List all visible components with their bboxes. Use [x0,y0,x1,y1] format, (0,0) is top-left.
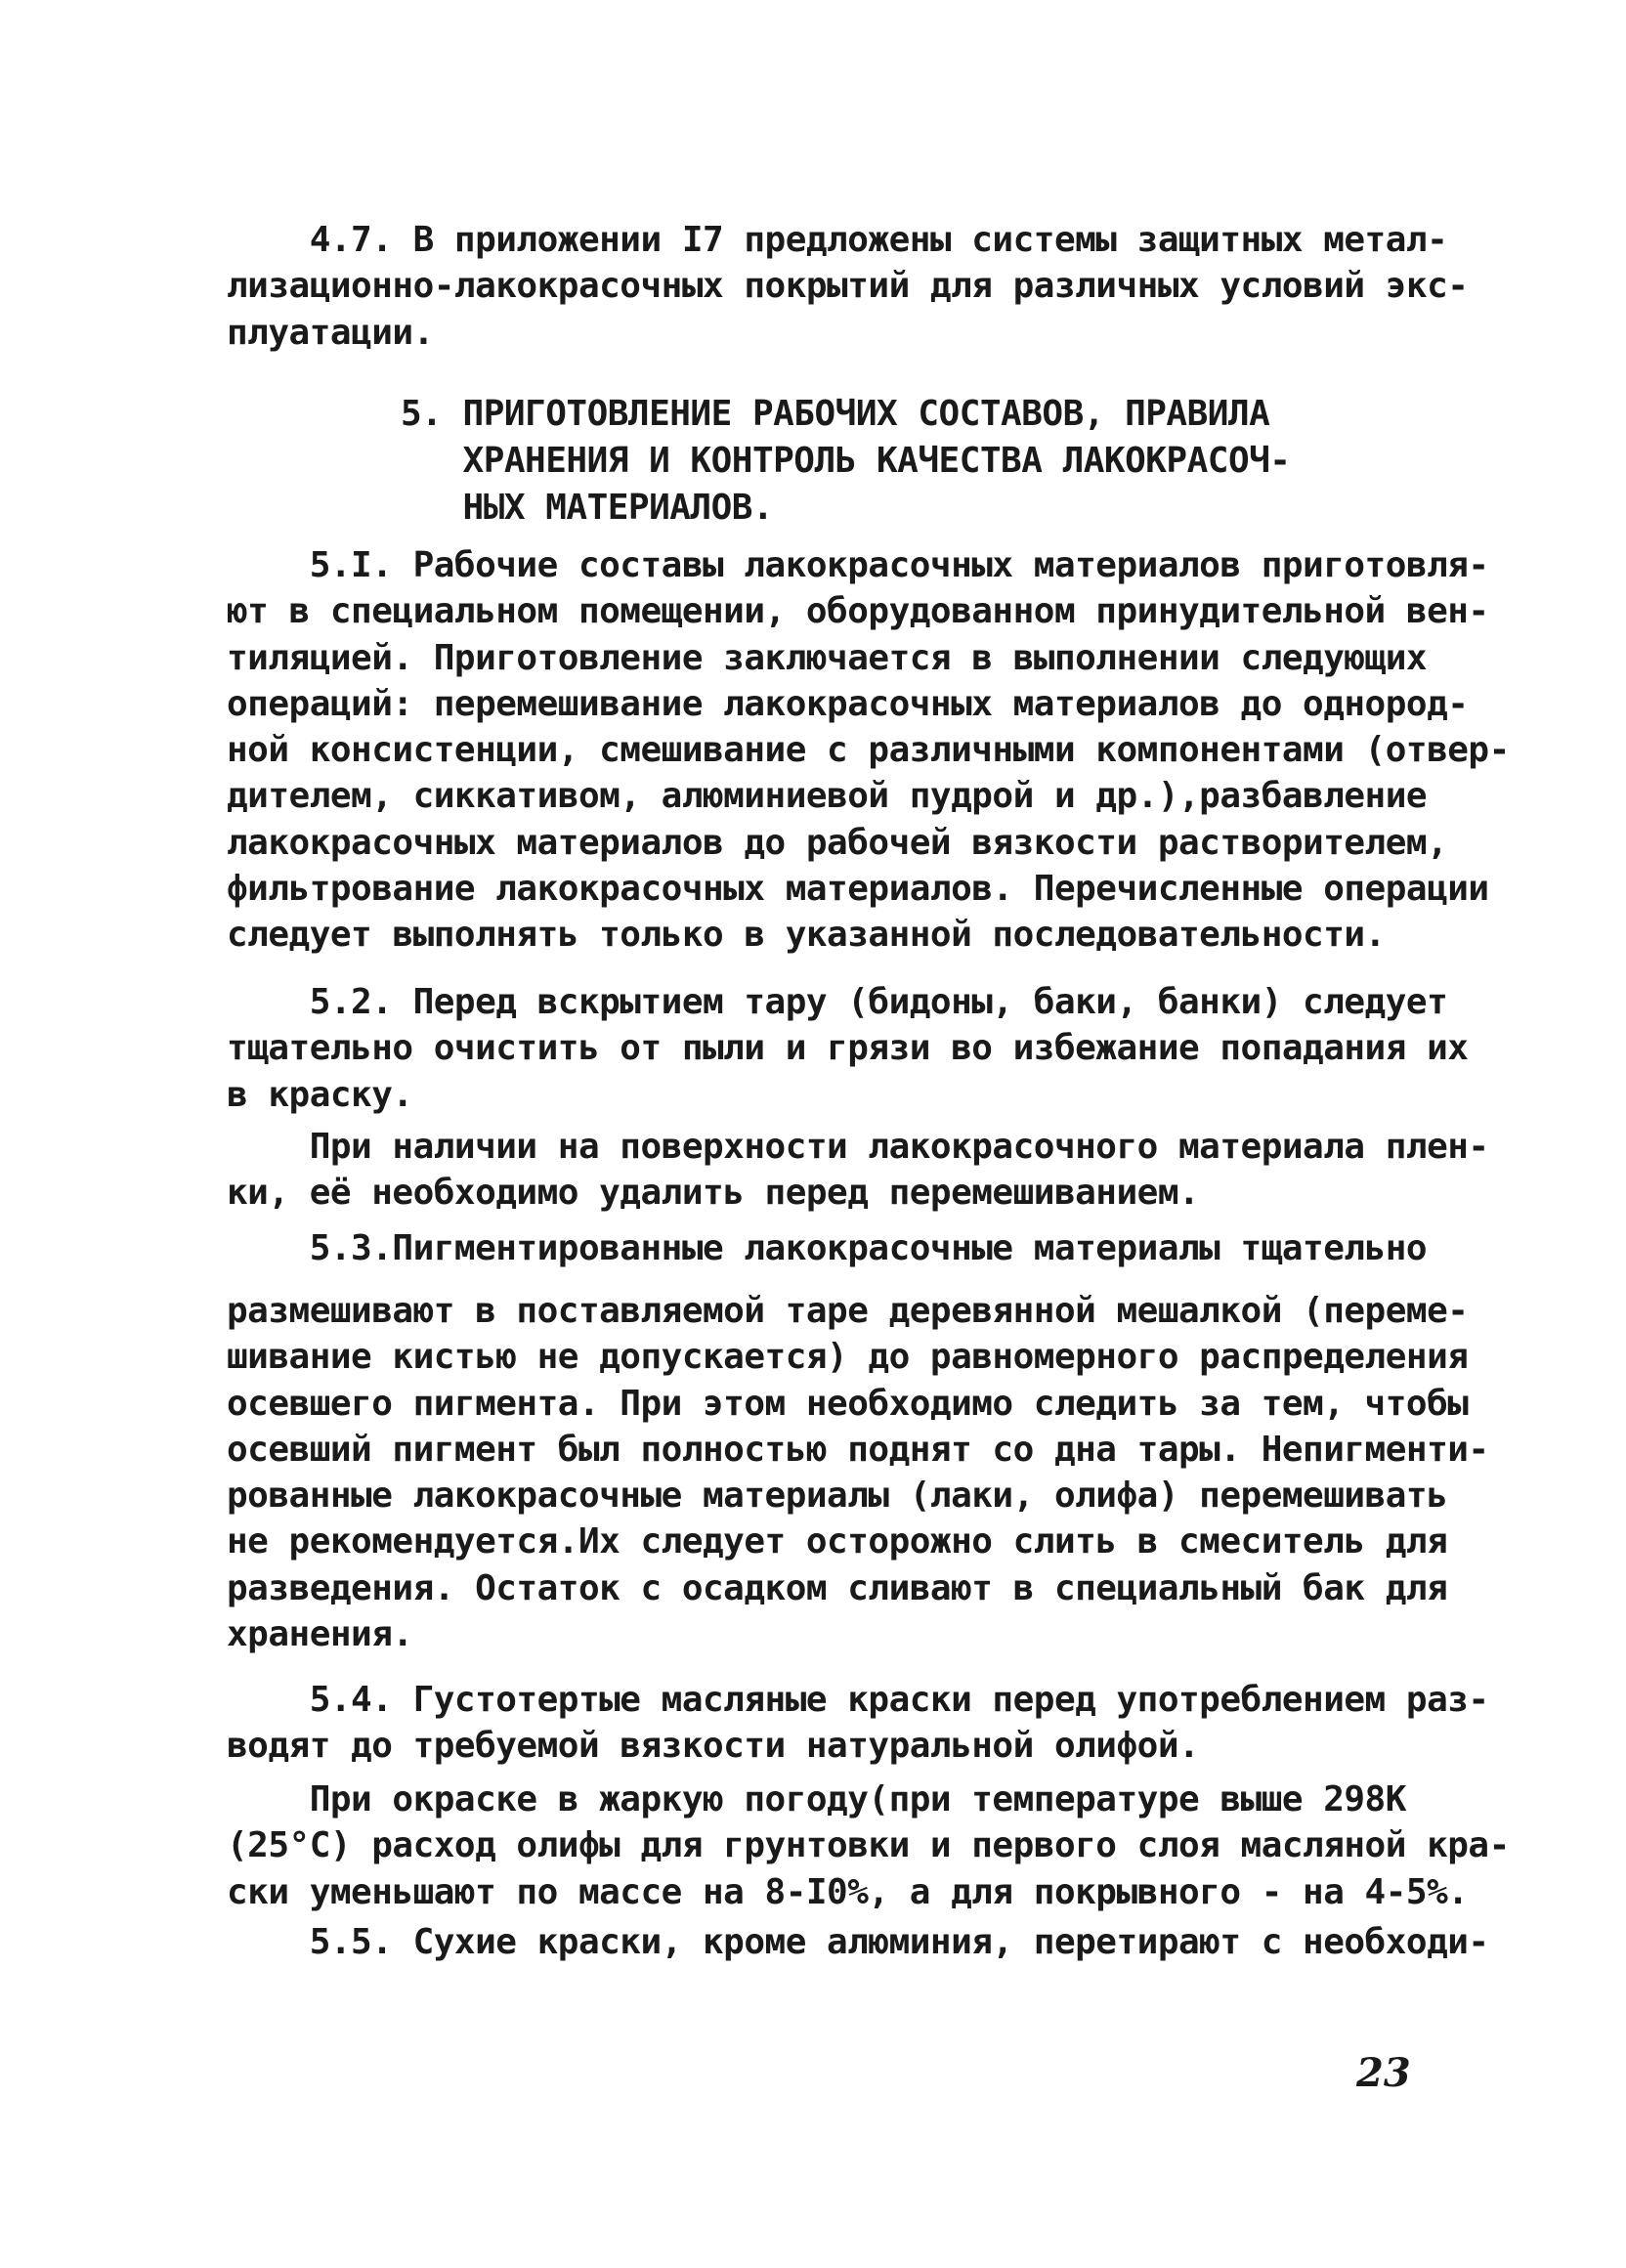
paragraph-5-4-continued: При окраске в жаркую погоду(при температуре выше 298К (25°С) расход олифы для грунтовки и первого слоя масляной кра- ски уменьшают по массе на 8-I0%, а для покрывного - на 4-5%. [227,1779,1510,1912]
paragraph-5-2: 5.2. Перед вскрытием тару (бидоны, баки, банки) следует тщательно очистить от пыли и грязи во избежание попадания их в краску. [227,982,1469,1115]
paragraph-5-1: 5.I. Рабочие составы лакокрасочных материалов приготовля- ют в специальном помещении, оборудованном принудительной вен- тиляцией. Приготовление заключается в выполнении следующих операций: перемешивание лакокрасочных материалов до однород- ной консистенции, смешивание с различными компонентами (отвер- дителем, сиккативом, алюминиевой пудрой и др.),разбавление лакокрасочных материалов до рабочей вязкости растворителем, фильтрование лакокрасочных материалов. Перечисленные операции следует выполнять только в указанной последовательности. [227,545,1510,956]
paragraph-5-4: 5.4. Густотертые масляные краски перед употреблением раз- водят до требуемой вязкости натуральной олифой. [227,1680,1489,1767]
paragraph-5-5: 5.5. Сухие краски, кроме алюминия, перетирают с необходи- [227,1922,1489,1962]
paragraph-4-7: 4.7. В приложении I7 предложены системы защитных метал- лизационно-лакокрасочных покрытий для различных условий экс- плуатации. [227,220,1469,353]
paragraph-5-3: 5.3.Пигментированные лакокрасочные материалы тщательно [227,1228,1428,1268]
section-5-heading: 5. ПРИГОТОВЛЕНИЕ РАБОЧИХ СОСТАВОВ, ПРАВИЛА ХРАНЕНИЯ И КОНТРОЛЬ КАЧЕСТВА ЛАКОКРАСОЧ- НЫХ МАТЕРИАЛОВ. [401,394,1291,528]
page-number: 23 [1356,2050,1411,2096]
paragraph-5-3-continued: размешивают в поставляемой таре деревянной мешалкой (переме- шивание кистью не допускается) до равномерного распределения осевшего пигмента. При этом необходимо следить за тем, чтобы осевший пигмент был полностью поднят со дна тары. Непигменти- рованные лакокрасочные материалы (лаки, олифа) перемешивать не рекомендуется.Их следует осторожно слить в смеситель для разведения. Остаток с осадком сливают в специальный бак для хранения. [227,1291,1489,1655]
paragraph-5-2-continued: При наличии на поверхности лакокрасочного материала плен- ки, её необходимо удалить перед перемешиванием. [227,1127,1489,1214]
